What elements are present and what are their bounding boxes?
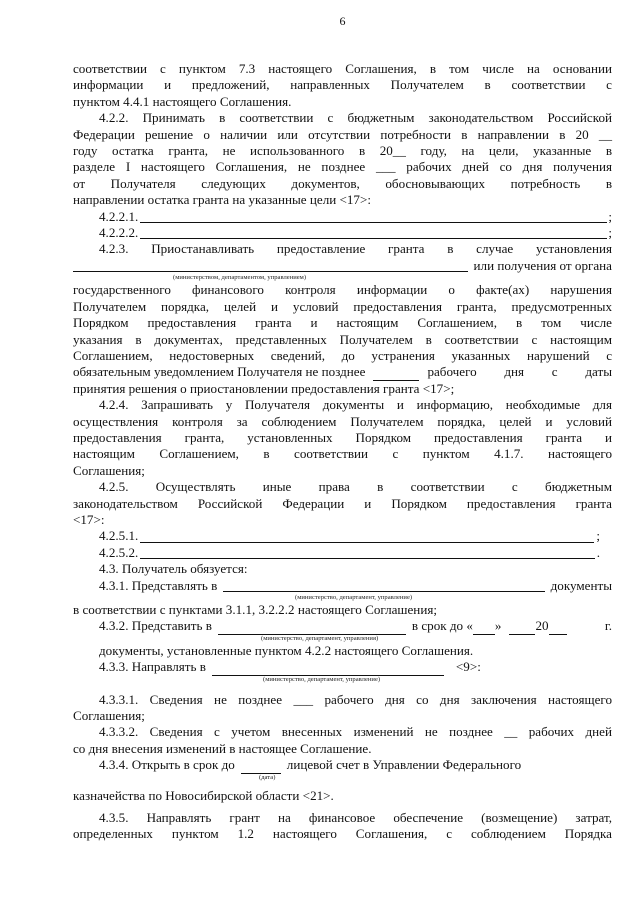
clause-4-3-5: 4.3.5. Направлять грант на финансовое обеспечение (возмещение) затрат, [99, 810, 612, 826]
paragraph-fragment: <9>: [455, 659, 481, 675]
paragraph-line: Федерации решение о наличии или отсутствии потребности в направлении в 20 __ [73, 126, 612, 142]
clause-4-3-3 [73, 659, 612, 675]
paragraph-fragment: документы [550, 577, 612, 593]
paragraph-line: со дня внесения изменений в настоящее Соглашение. [73, 740, 372, 756]
clause-4-3-3-2: 4.3.3.2. Сведения с учетом внесенных изменений не позднее __ рабочих дней [99, 724, 612, 740]
paragraph-line: информации и предложений, направленных Получателем в соответствии с [73, 77, 612, 93]
paragraph-line [73, 258, 612, 274]
fill-in-blank [212, 664, 444, 676]
clause-4-3-3-1: 4.3.3.1. Сведения не позднее ___ рабочего дня со дня заключения настоящего [99, 691, 612, 707]
paragraph-line: настоящим Соглашением, в соответствии с пунктом 4.1.7. настоящего [73, 446, 612, 462]
paragraph-line: государственного финансового контроля информации о факте(ах) нарушения [73, 282, 612, 298]
clause-number: 4.2.5.2. [99, 544, 139, 560]
fill-in-blank [509, 623, 535, 635]
paragraph-fragment: » [494, 618, 502, 634]
paragraph-line: казначейства по Новосибирской области <21>. [73, 787, 334, 803]
clause-4-2-5-2 [73, 545, 612, 561]
paragraph-fragment: 4.3.2. Представить в [99, 618, 212, 634]
paragraph-fragment: 4.3.1. Представлять в [99, 577, 218, 593]
fill-in-blank [218, 623, 406, 635]
paragraph-line: определенных пунктом 1.2 настоящего Соглашения, с соблюдением Порядка [73, 826, 612, 842]
fill-in-blank [373, 369, 419, 381]
clause-4-2-5-1 [73, 528, 612, 544]
paragraph-line: соответствии с пунктом 7.3 настоящего Соглашения, в том числе на основании [73, 61, 612, 76]
clause-4-2-2: 4.2.2. Принимать в соответствии с бюджетным законодательством Российской [99, 110, 612, 126]
clause-4-3: 4.3. Получатель обязуется: [99, 561, 248, 577]
fill-in-line [140, 546, 594, 559]
line-end-mark: . [596, 544, 600, 560]
paragraph-fragment: г. [604, 618, 612, 634]
clause-4-2-2-2 [73, 225, 612, 241]
clause-number: 4.2.2.1. [99, 208, 139, 224]
paragraph-line: осуществления контроля за соблюдением Получателем порядка, целей и условий [73, 413, 612, 429]
line-end-mark: ; [608, 225, 612, 241]
paragraph-fragment: 4.3.3. Направлять в [99, 659, 206, 675]
paragraph-line: Соглашением, недостоверных сведений, до устранения указанных нарушений с [73, 347, 612, 363]
paragraph-line: Соглашения; [73, 462, 145, 478]
paragraph-fragment: или получения от органа [473, 257, 612, 273]
clause-4-2-4: 4.2.4. Запрашивать у Получателя документы и информацию, необходимые для [99, 397, 612, 413]
fill-in-line [140, 226, 607, 239]
line-end-mark: ; [608, 208, 612, 224]
paragraph-line: году остатка гранта, не использованного в 20__ году, на цели, указанные в [73, 143, 612, 159]
clause-4-2-5: 4.2.5. Осуществлять иные права в соответствии с бюджетным [99, 479, 612, 495]
fill-in-line [140, 530, 594, 543]
paragraph-fragment: 4.3.4. Открыть в срок до [99, 757, 235, 773]
paragraph-line: <17>: [73, 511, 105, 527]
fill-in-blank [549, 623, 567, 635]
page-number: 6 [339, 14, 346, 28]
fill-in-line [140, 210, 607, 223]
field-caption: (министерством, департаментом, управлением) [173, 274, 307, 282]
fill-in-blank [241, 762, 281, 774]
paragraph-line: предоставления гранта, установленных Порядком предоставления гранта и [73, 429, 612, 445]
clause-number: 4.2.5.1. [99, 528, 139, 544]
paragraph-line: разделе I настоящего Соглашения, не позднее ___ рабочих дней со дня получения [73, 159, 612, 175]
paragraph-line: от Получателя следующих документов, обосновывающих потребность в [73, 175, 612, 191]
fill-in-line [223, 579, 544, 592]
fill-in-line [73, 259, 468, 272]
fill-in-blank [473, 623, 495, 635]
field-caption: (министерство, департамент, управления) [261, 634, 379, 642]
paragraph-line: Порядком предоставления гранта и настоящим Соглашением, в том числе [73, 315, 612, 331]
paragraph-fragment: рабочего дня с даты [427, 364, 612, 380]
line-end-mark: ; [596, 528, 600, 544]
paragraph-line: пунктом 4.4.1 настоящего Соглашения. [73, 93, 292, 109]
paragraph-line: направлении остатка гранта на указанные цели <17>: [73, 192, 372, 208]
clause-4-2-3: 4.2.3. Приостанавливать предоставление гранта в случае установления [99, 241, 612, 257]
paragraph-line: Соглашения; [73, 708, 145, 724]
paragraph-line [73, 364, 612, 380]
paragraph-fragment: в срок до « [411, 618, 473, 634]
paragraph-fragment: 20 [535, 618, 549, 634]
clause-4-3-1 [73, 578, 612, 594]
paragraph-line: Получателем порядка, целей и условий предоставления гранта, предусмотренных [73, 298, 612, 314]
clause-4-2-2-1 [73, 209, 612, 225]
paragraph-fragment: обязательным уведомлением Получателя не позднее [73, 364, 366, 380]
paragraph-line: принятия решения о приостановлении предоставления гранта <17>; [73, 380, 455, 396]
field-caption: (дата) [259, 773, 276, 781]
field-caption: (министерство, департамент, управление) [263, 675, 381, 683]
paragraph-line: в соответствии с пунктами 3.1.1, 3.2.2.2 настоящего Соглашения; [73, 602, 437, 617]
paragraph-fragment: лицевой счет в Управлении Федерального [286, 757, 522, 773]
clause-4-3-4 [73, 757, 612, 773]
paragraph-line: указания в документах, представленных Получателем в соответствии с настоящим [73, 331, 612, 347]
clause-number: 4.2.2.2. [99, 225, 139, 241]
clause-4-3-2 [73, 618, 612, 634]
field-caption: (министерство, департамент, управление) [295, 594, 413, 601]
paragraph-line: документы, установленные пунктом 4.2.2 настоящего Соглашения. [99, 642, 474, 658]
paragraph-line: законодательством Российской Федерации и Порядком предоставления гранта [73, 495, 612, 511]
